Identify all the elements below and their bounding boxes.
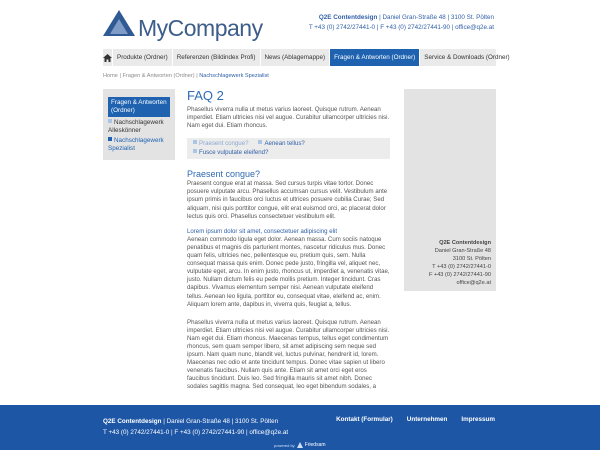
sidebar-item-alleskoenner[interactable]: [108, 119, 170, 135]
logo-text: MyCompany: [138, 15, 263, 41]
sidebar-item-label: Nachschlagewerk Spezialist: [108, 137, 164, 152]
faq-toc: [187, 138, 390, 159]
contact-email[interactable]: office@q2e.at: [456, 280, 491, 286]
nav-fragen-antworten[interactable]: Fragen & Antworten (Ordner): [330, 49, 420, 66]
contact-city: 3100 St. Pölten: [452, 256, 491, 262]
sidebar-item-label: Nachschlagewerk Alleskönner: [108, 119, 164, 134]
section-title: Praesent congue?: [187, 169, 261, 180]
powered-brand: Friedsam: [304, 442, 326, 448]
breadcrumb-parent[interactable]: Fragen & Antworten (Ordner): [122, 73, 195, 79]
footer-links: [336, 416, 495, 423]
footer-contact: [103, 416, 288, 438]
friedsam-logo-icon: [297, 442, 303, 448]
footer-link-kontakt[interactable]: Kontakt (Formular): [336, 416, 393, 423]
breadcrumb-separator: |: [119, 73, 121, 79]
left-sidebar: [103, 89, 175, 160]
footer-phone-line: T +43 (0) 2742/27441-0 | F +43 (0) 2742/27441-90 | office@q2e.at: [103, 429, 289, 436]
toc-label: Praesent congue?: [199, 140, 249, 148]
page-title: FAQ 2: [187, 88, 224, 103]
footer-address: | Daniel Gran-Straße 48 | 3100 St. Pölten: [163, 418, 279, 425]
header-phone-line: T +43 (0) 2742/27441-0 | F +43 (0) 2742/27441-90 | office@q2e.at: [308, 24, 494, 31]
breadcrumb-home[interactable]: Home: [103, 73, 118, 79]
bullet-square-icon: [108, 119, 112, 123]
footer-link-unternehmen[interactable]: Unternehmen: [406, 416, 448, 423]
section-paragraph: Aenean commodo ligula eget dolor. Aenean massa. Cum sociis natoque penatibus et magnis dis parturient montes, nascetur ridiculus mus. Donec quam felis, ultricies nec, pellentesque eu, pretium quis, sem. Nulla consequat massa quis enim. Donec pede justo, fringilla vel, aliquet nec, vulputate eget, arcu. In enim justo, rhoncus ut, imperdiet a, venenatis vitae, justo. Nullam dictum felis eu pede mollis pretium. Integer tincidunt. Cras dapibus. Vivamus elementum semper nisi. Aenean vulputate eleifend tellus. Aenean leo ligula, porttitor eu, consequat vitae, eleifend ac, enim. Aliquam lorem ante, dapibus in, viverra quis, feugiat a, tellus.: [187, 235, 390, 308]
powered-label: powered by: [274, 442, 295, 448]
home-icon: [103, 54, 112, 62]
nav-news[interactable]: News (Ablagemappe): [261, 49, 331, 66]
breadcrumb-separator: |: [196, 73, 198, 79]
header-contact: [309, 13, 494, 33]
nav-referenzen[interactable]: Referenzen (Bildindex Profi): [173, 49, 261, 66]
nav-service-downloads[interactable]: Service & Downloads (Ordner): [420, 49, 514, 66]
sidebar-item-spezialist[interactable]: [108, 137, 170, 153]
bullet-square-icon: [193, 149, 197, 153]
sub-title: Lorem ipsum dolor sit amet, consectetuer adipiscing elit: [187, 227, 338, 235]
contact-name: Q2E Contentdesign: [439, 240, 491, 246]
company-logo[interactable]: [103, 10, 263, 41]
footer: [0, 405, 600, 450]
toc-label: Fusce vulputate eleifend?: [199, 148, 269, 156]
toc-item[interactable]: [193, 140, 248, 149]
main-nav: [103, 49, 510, 66]
breadcrumb: [103, 73, 269, 79]
toc-item[interactable]: [193, 149, 268, 158]
header-company-name: Q2E Contentdesign: [318, 14, 378, 21]
header-address: | Daniel Gran-Straße 48 | 3100 St. Pölten: [379, 14, 494, 21]
section-paragraph: Praesent congue erat at massa. Sed cursus turpis vitae tortor. Donec posuere vulputate arcu. Phasellus accumsan cursus velit. Vestibulum ante ipsum primis in faucibus orci luctus et ultrices posuere cubilia Curae; Sed aliquam, nisi quis porttitor congue, elit erat euismod orci, ac placerat dolor lectus quis orci. Phasellus consectetuer vestibulum elit.: [187, 180, 388, 220]
bullet-square-icon: [108, 137, 112, 141]
right-sidebar: [404, 89, 496, 291]
sidebar-contact: [429, 239, 491, 287]
section-paragraph: Phasellus viverra nulla ut metus varius laoreet. Quisque rutrum. Aenean imperdiet. Etiam ultricies nisi vel augue. Curabitur ullamcorper ultricies nisi. Nam eget dui. Etiam rhoncus. Maecenas tempus, tellus eget condimentum rhoncus, sem quam semper libero, sit amet adipiscing sem neque sed ipsum. Nam quam nunc, blandit vel, luctus pulvinar, hendrerit id, lorem. Maecenas nec odio et ante tincidunt tempus. Donec vitae sapien ut libero venenatis faucibus. Nullam quis ante. Etiam sit amet orci eget eros faucibus tincidunt. Duis leo. Sed fringilla mauris sit amet nibh. Donec sodales sagittis magna. Sed consequat, leo eget bibendum sodales, a: [187, 318, 390, 391]
footer-company-name: Q2E Contentdesign: [103, 418, 162, 425]
logo-triangle-icon: [103, 10, 135, 36]
nav-produkte[interactable]: Produkte (Ordner): [113, 49, 173, 66]
contact-fax: F +43 (0) 2742/27441-90: [428, 272, 491, 278]
nav-home[interactable]: [103, 49, 113, 66]
main-content: [187, 89, 390, 392]
bullet-square-icon: [258, 140, 262, 144]
footer-link-impressum[interactable]: Impressum: [461, 416, 495, 423]
intro-paragraph: Phasellus viverra nulla ut metus varius laoreet. Quisque rutrum. Aenean imperdiet. Etiam ultricies nisi vel augue. Curabitur ullamcorper ultricies nisi. Nam eget dui. Etiam rhoncus.: [187, 106, 390, 130]
sidebar-heading[interactable]: Fragen & Antworten (Ordner): [108, 97, 170, 117]
bullet-square-icon: [193, 140, 197, 144]
contact-phone: T +43 (0) 2742/27441-0: [432, 264, 491, 270]
toc-label: Aenean tellus?: [264, 140, 305, 148]
breadcrumb-current: Nachschlagewerk Spezialist: [199, 73, 269, 79]
toc-item[interactable]: [258, 140, 304, 149]
contact-street: Daniel Gran-Straße 48: [434, 248, 491, 254]
powered-by[interactable]: [274, 442, 326, 448]
